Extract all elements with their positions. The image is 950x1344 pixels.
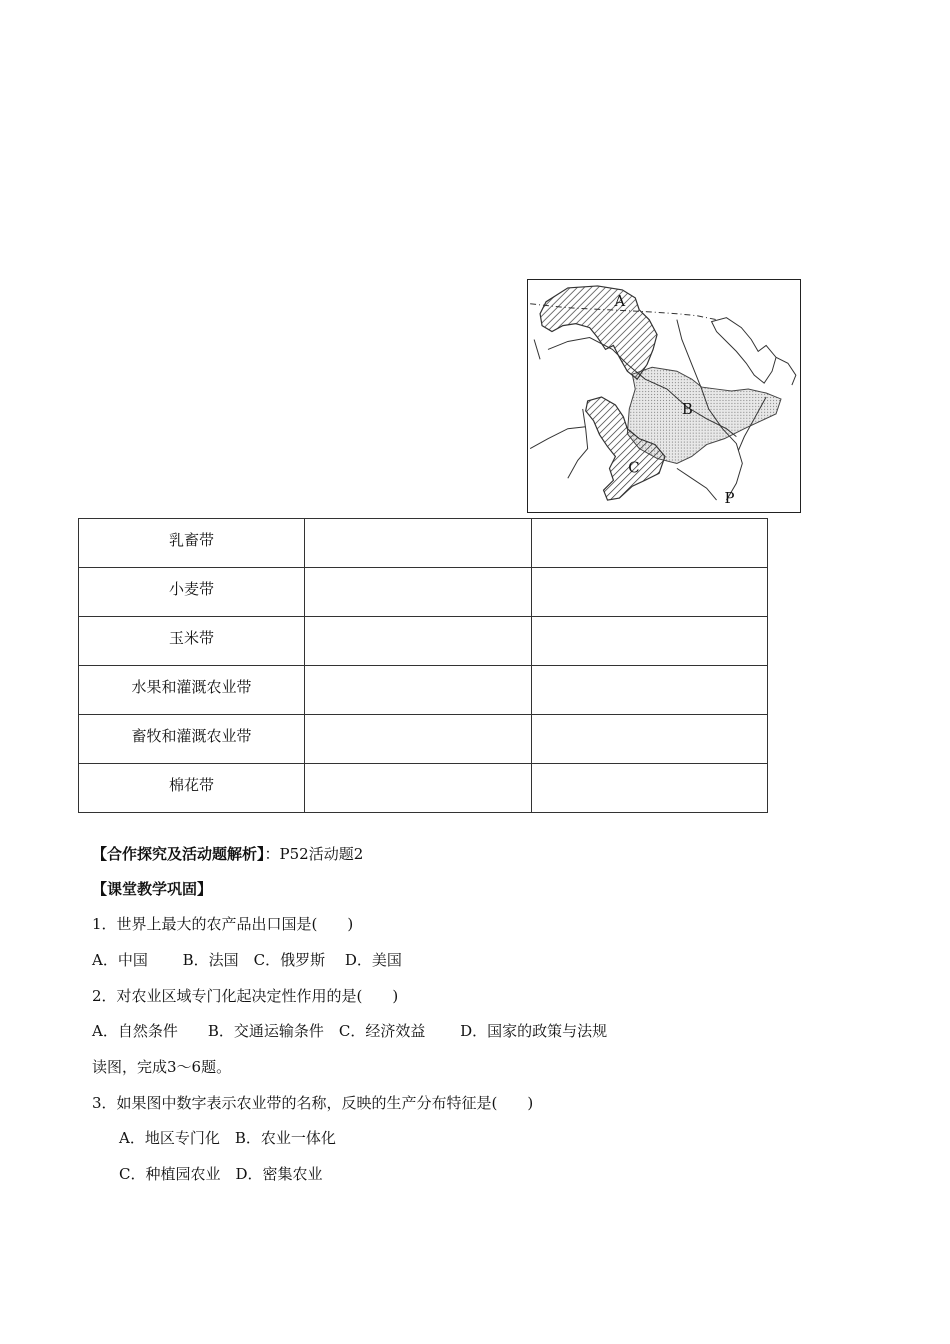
table-row: [79, 764, 768, 813]
river-west-2: [568, 409, 588, 478]
activity-line: [92, 844, 363, 864]
answer-cell: [305, 764, 532, 813]
answer-cell: [305, 617, 532, 666]
table-row: [79, 568, 768, 617]
table-row: [79, 666, 768, 715]
belt-name-cell: 水果和灌溉农业带: [79, 666, 305, 715]
table-row: [79, 715, 768, 764]
belt-name-cell: 棉花带: [79, 764, 305, 813]
answer-cell: [305, 519, 532, 568]
activity-heading: 【合作探究及活动题解析】: [92, 845, 265, 863]
map-svg: [528, 280, 800, 512]
answer-cell: [532, 519, 768, 568]
answer-cell: [532, 568, 768, 617]
table-row: [79, 519, 768, 568]
agriculture-belt-map: [527, 279, 801, 513]
river-north: [534, 339, 540, 359]
question-3-options-line-1: A．地区专门化 B．农业一体化: [119, 1129, 336, 1147]
map-label-b: B: [681, 399, 693, 418]
belt-name-cell: 乳畜带: [79, 519, 305, 568]
answer-cell: [305, 666, 532, 715]
map-label-a: A: [614, 291, 626, 310]
belt-name-cell: 小麦带: [79, 568, 305, 617]
map-label-c: C: [628, 458, 640, 477]
answer-cell: [532, 764, 768, 813]
answer-cell: [305, 715, 532, 764]
question-1-options: A．中国 B．法国 C．俄罗斯 D．美国: [92, 951, 402, 969]
answer-cell: [532, 715, 768, 764]
question-3-options-line-2: C．种植园农业 D．密集农业: [119, 1165, 323, 1183]
belt-name-cell: 玉米带: [79, 617, 305, 666]
answer-cell: [532, 617, 768, 666]
consolidation-heading: 【课堂教学巩固】: [92, 880, 213, 898]
read-map-instruction: 读图，完成3～6题。: [92, 1058, 232, 1076]
question-1: 1．世界上最大的农产品出口国是( ): [92, 915, 354, 933]
great-lakes: [712, 318, 776, 383]
belt-name-cell: 畜牧和灌溉农业带: [79, 715, 305, 764]
river-west-1: [530, 427, 586, 449]
table-row: [79, 617, 768, 666]
question-3: 3．如果图中数字表示农业带的名称，反映的生产分布特征是( ): [92, 1094, 534, 1112]
activity-reference: ：P52活动题2: [264, 845, 364, 863]
agriculture-belts-table: [78, 518, 768, 813]
question-2-options: A．自然条件 B．交通运输条件 C．经济效益 D．国家的政策与法规: [92, 1022, 608, 1040]
river-south: [677, 468, 717, 500]
map-label-p: P: [724, 489, 735, 508]
answer-cell: [532, 666, 768, 715]
question-2: 2．对农业区域专门化起决定性作用的是( ): [92, 987, 399, 1005]
east-coast: [776, 357, 796, 385]
answer-cell: [305, 568, 532, 617]
region-a: [540, 286, 657, 379]
